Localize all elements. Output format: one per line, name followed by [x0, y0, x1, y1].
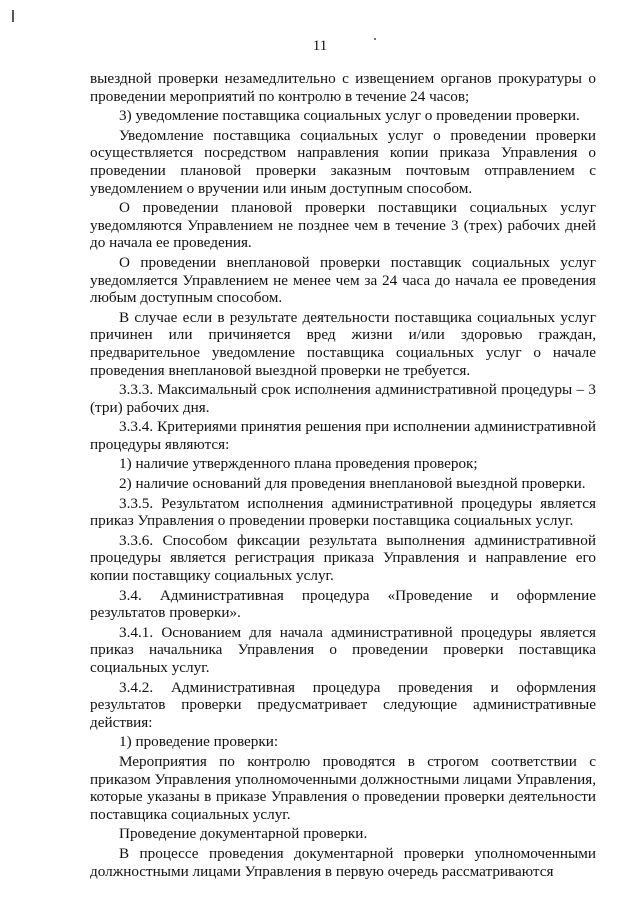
body-text [90, 70, 596, 880]
paragraph: 3.4.2. Административная процедура проведения и оформления результатов проверки предусматривает следующие административные действия: [90, 678, 596, 731]
list-item: 1) наличие утвержденного плана проведения проверок; [119, 455, 478, 473]
paragraph: Проведение документарной проверки. [119, 825, 368, 843]
paragraph: 3.3.5. Результатом исполнения административной процедуры является приказ Управления о проведении проверки поставщика социальных услуг. [90, 494, 596, 530]
paragraph: О проведении внеплановой проверки поставщик социальных услуг уведомляется Управлением не менее чем за 24 часа до начала ее проведения любым доступным способом. [90, 253, 596, 307]
paragraph: выездной проверки незамедлительно с извещением органов прокуратуры о проведении мероприятий по контролю в течение 24 часов; [90, 70, 596, 105]
paragraph: 3.3.3. Максимальный срок исполнения административной процедуры – 3 (три) рабочих дня. [90, 381, 596, 416]
paragraph: О проведении плановой проверки поставщики социальных услуг уведомляются Управлением не позднее чем в течение 3 (трех) рабочих дней до начала ее проведения. [90, 199, 596, 252]
paragraph: 3.3.4. Критериями принятия решения при исполнении административной процедуры являются: [90, 418, 596, 453]
section-heading: 3.4. Административная процедура «Проведение и оформление результатов проверки». [90, 586, 596, 622]
paragraph: В процессе проведения документарной проверки уполномоченными должностными лицами Управления в первую очередь рассматриваются [90, 844, 596, 880]
list-item: 1) проведение проверки: [119, 733, 279, 751]
page-number: 11 [312, 38, 328, 54]
paragraph: 3) уведомление поставщика социальных услуг о проведении проверки. [119, 107, 580, 125]
paragraph: 3.4.1. Основанием для начала административной процедуры является приказ начальника Управления о проведении проверки поставщика социальных услуг. [90, 623, 596, 676]
list-item: 2) наличие оснований для проведения внеплановой выездной проверки. [119, 475, 586, 493]
paragraph: Мероприятия по контролю проводятся в строгом соответствии с приказом Управления уполномоченными должностными лицами Управления, которые указаны в приказе Управления о проведении проверки деятельности поставщика социальных услуг. [90, 752, 596, 823]
scan-edge-mark [12, 10, 14, 22]
paragraph: 3.3.6. Способом фиксации результата выполнения административной процедуры является регистрация приказа Управления и направление его копии поставщику социальных услуг. [90, 531, 596, 585]
paragraph: В случае если в результате деятельности поставщика социальных услуг причинен или причиняется вред жизни и/или здоровью граждан, предварительное уведомление поставщика социальных услуг о начале проведения внеплановой выездной проверки не требуется. [90, 308, 596, 379]
paragraph: Уведомление поставщика социальных услуг о проведении проверки осуществляется посредством направления копии приказа Управления о проведении плановой проверки заказным почтовым отправлением с уведомлением о вручении или иным доступным способом. [90, 126, 596, 197]
